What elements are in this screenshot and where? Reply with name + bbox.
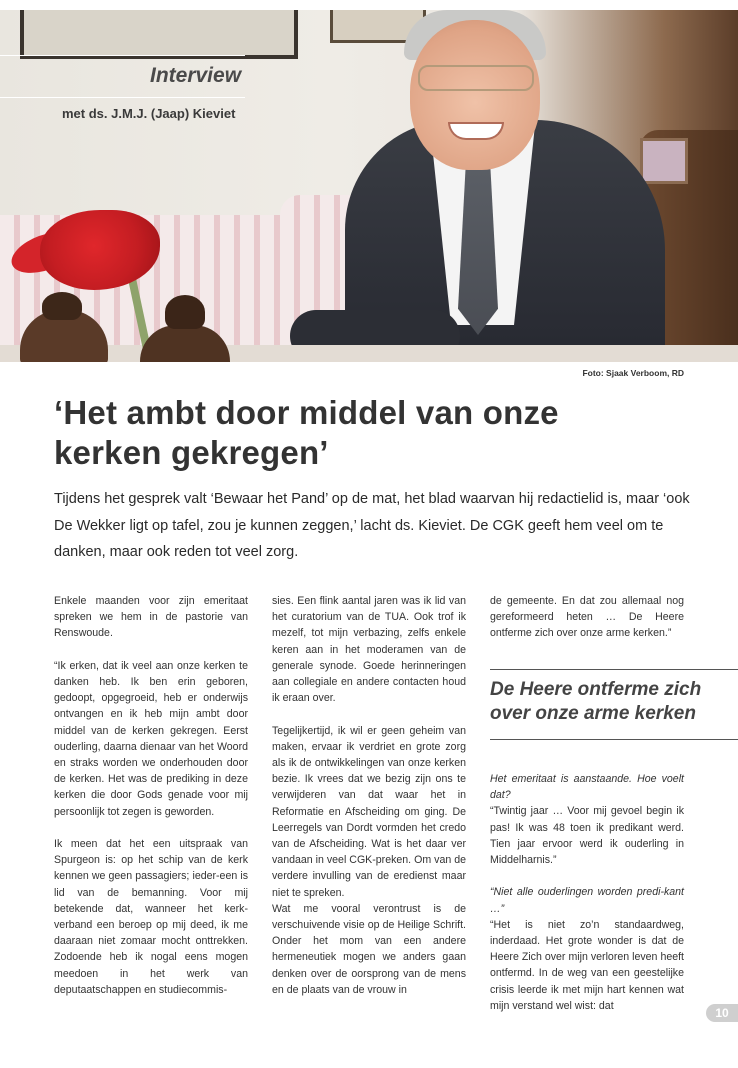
question: “Niet alle ouderlingen worden predi-kant …” [490,886,684,915]
paragraph: Wat me vooral verontrust is de verschuivende visie op de Heilige Schrift. Onder het mom van een andere hermeneutiek mogen we anders gaan denken over de oorsprong van de mens en de plaats van de vrouw in [272,902,466,996]
paragraph: de gemeente. En dat zou allemaal nog gereformeerd heten … De Heere ontferme zich over onze arme kerken.” [490,595,684,640]
wall-painting-frame [20,10,298,59]
article-title: ‘Het ambt door middel van onze kerken gekregen’ [54,394,559,471]
table [0,345,738,362]
sidebar-heading: De Heere ontferme zich over onze arme kerken [490,679,702,724]
jar-lid-left [42,292,82,320]
answer: “Het is niet zo’n standaardweg, inderdaad. Het grote wonder is dat de Heere Zich over mijn verloren leven heeft ontfermd. In de weg van een geestelijke crisis leerde ik met mijn hart kennen wat mijn verstand wel wist: dat [490,918,684,1012]
jar-lid-right [165,295,205,329]
sidebar-text [490,771,684,1030]
header-rule-bottom [0,97,245,98]
interview-subtitle: met ds. J.M.J. (Jaap) Kieviet [62,106,236,121]
glasses [418,65,534,91]
article-lead: Tijdens het gesprek valt ‘Bewaar het Pand’ op de mat, het blad waarvan hij redactielid is, maar ‘ook De Wekker ligt op tafel, zou je kunnen zeggen,’ lacht ds. Kieviet. De CGK geeft hem veel om te danken, maar ook reden tot veel zorg. [54,491,690,560]
text-column-3 [490,593,684,658]
section-label: Interview [150,64,242,87]
text-column-1 [54,593,248,1014]
interview-photo [0,10,738,362]
page-number: 10 [706,1004,738,1022]
paragraph: Enkele maanden voor zijn emeritaat spreken we hem in de pastorie van Renswoude. [54,595,248,640]
paragraph: Tegelijkertijd, ik wil er geen geheim van maken, ervaar ik verdriet en grote zorg als ik de ontwikkelingen van onze kerken bezie. Ik vrees dat we bezig zijn ons te verwijderen van dat waar het in Reformatie en Afscheiding om ging. De Leerregels van Dordt vormden het credo van de Afscheiding. Wat is het daar ver vandaan in veel CGK-preken. Om van de verdere invulling van de eredienst maar niet te spreken. [272,724,466,899]
answer: “Twintig jaar … Voor mij gevoel begin ik pas! Ik was 48 toen ik predikant werd. Tien jaar ervoor werd ik ouderling in Middelharnis.” [490,805,684,867]
face [410,20,540,170]
sidebar-rule-top [490,669,738,670]
header-rule-top [0,55,245,56]
sidebar-rule-bottom [490,739,738,740]
paragraph: sies. Een flink aantal jaren was ik lid van het curatorium van de TUA. Ook trof ik mezelf, tot mijn verbazing, zelfs enkele keren aan in het moderamen van de generale synode. Goede herinneringen aan collegiale en andere contacten houd ik eraan over. [272,595,466,705]
text-column-2 [272,593,466,1014]
photo-frame [640,138,688,184]
question: Het emeritaat is aanstaande. Hoe voelt dat? [490,773,684,802]
paragraph: Ik meen dat het een uitspraak van Spurgeon is: op het schip van de kerk kennen we geen passagiers; ieder-een is lid van de bemanning. Voor mij betekende dat, wanneer het kerk-verband een beroep op mij deed, ik me daaraan niet zomaar mocht onttrekken. Zodoende heb ik nogal eens mogen meedoen in het werk van deputaatschappen en studiecommis- [54,838,248,996]
paragraph: “Ik erken, dat ik veel aan onze kerken te danken heb. Ik ben erin geboren, gedoopt, opgegroeid, heb er onderwijs ontvangen en ik heb mijn ambt door middel van de kerken gekregen. Eerst ouderling, daarna dienaar van het Woord en straks worden we onderhouden door de kerken. Het was de prediking in deze kerken die door Gods genade voor mij persoonlijk tot zegen is geworden. [54,659,248,818]
photo-credit: Foto: Sjaak Verboom, RD [582,368,684,378]
